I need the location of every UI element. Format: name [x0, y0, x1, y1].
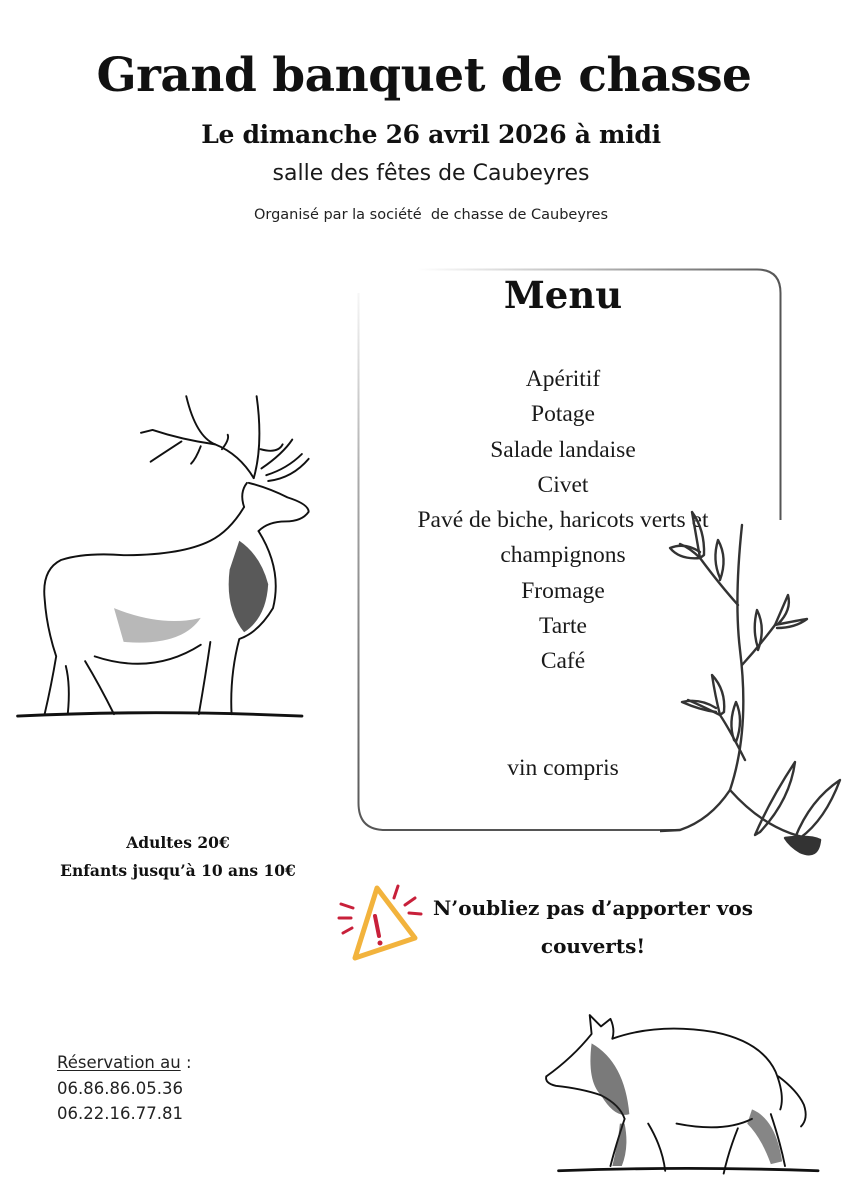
phone-number: 06.86.86.05.36: [57, 1078, 183, 1098]
phone-number: 06.22.16.77.81: [57, 1104, 183, 1123]
menu-item: Tarte: [539, 613, 587, 640]
menu-item: Fromage: [521, 577, 605, 604]
event-title: Grand banquet de chasse: [96, 48, 752, 103]
reminder: [418, 889, 768, 965]
menu-title: Menu: [503, 273, 623, 317]
boar-illustration-icon: [535, 1005, 835, 1195]
event-date: Le dimanche 26 avril 2026 à midi: [201, 120, 661, 149]
vine-decoration-icon: [660, 500, 848, 870]
reservation-label: Réservation au: [57, 1053, 181, 1072]
menu-item: Salade landaise: [490, 436, 636, 463]
warning-icon: [335, 878, 430, 966]
price-adults: Adultes 20€: [126, 833, 230, 852]
stag-illustration-icon: [8, 385, 326, 735]
menu-item: Pavé de biche, haricots verts et: [417, 507, 709, 534]
event-organizer: Organisé par la société de chasse de Caubeyres: [253, 207, 609, 223]
menu-item: Civet: [537, 471, 589, 498]
event-venue: salle des fêtes de Caubeyres: [272, 161, 590, 186]
menu-item: Apéritif: [525, 366, 601, 392]
reservation-label-suffix: :: [180, 1053, 192, 1072]
reminder-line-2: couverts!: [540, 934, 646, 958]
menu-item: Potage: [531, 401, 595, 428]
prices: [28, 829, 328, 885]
reminder-line-1: N’oubliez pas d’apporter vos: [433, 896, 753, 920]
price-children: Enfants jusqu’à 10 ans 10€: [60, 861, 296, 880]
menu-note: vin compris: [507, 755, 619, 781]
reservation: [57, 1050, 192, 1127]
menu-item: champignons: [500, 542, 626, 569]
menu-item: Café: [540, 648, 586, 675]
